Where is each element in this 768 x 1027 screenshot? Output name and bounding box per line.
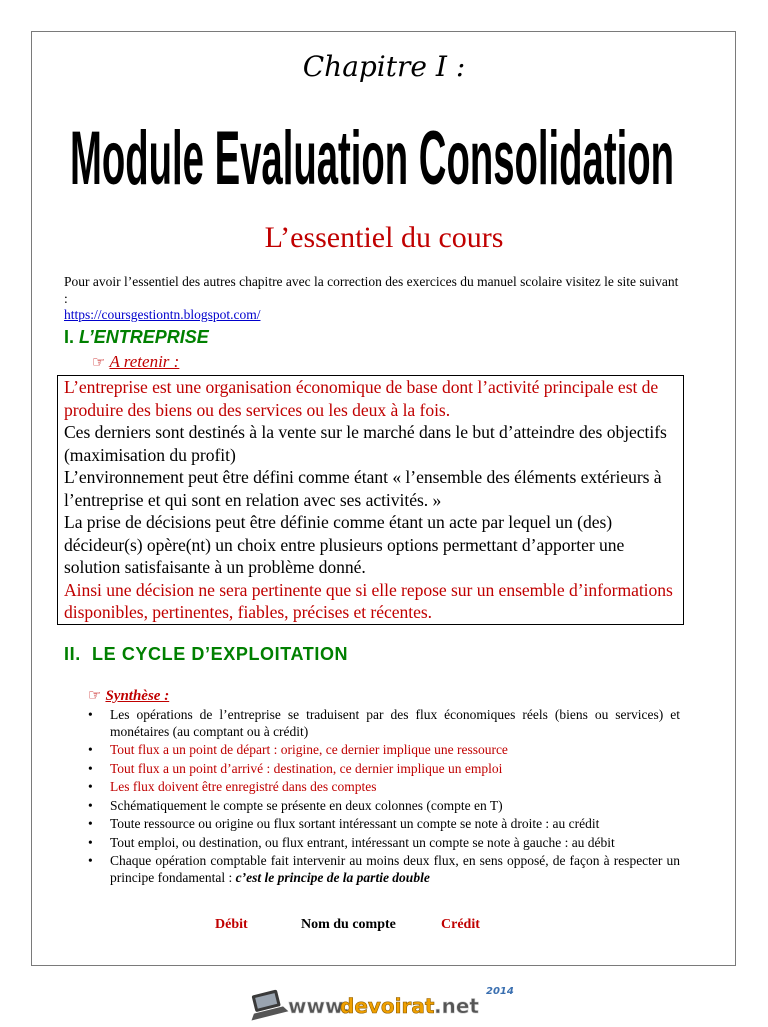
list-item: • Tout flux a un point de départ : origine, ce dernier implique une ressource	[88, 742, 680, 759]
list-item: • Tout flux a un point d’arrivé : destination, ce dernier implique un emploi	[88, 761, 680, 778]
definition-box	[57, 375, 684, 625]
watermark-suffix: .net	[434, 994, 479, 1018]
intro-text: Pour avoir l’essentiel des autres chapitre avec la correction des exercices du manuel scolaire visitez le site suivant :	[64, 274, 679, 306]
synthese-text: Synthèse :	[105, 688, 170, 704]
section-2-number: II.	[64, 644, 81, 664]
section-1-heading	[64, 327, 209, 348]
module-title	[62, 92, 682, 202]
chapter-title: Chapitre I :	[302, 50, 466, 83]
ledger-credit-label: Crédit	[441, 917, 480, 932]
course-summary-title: L’essentiel du cours	[264, 221, 504, 254]
module-title-art	[62, 92, 682, 202]
watermark-site: devoirat	[340, 994, 435, 1018]
ledger-account-label: Nom du compte	[301, 917, 396, 932]
section-1-number: I.	[64, 327, 75, 347]
partie-double-emphasis: c’est le principe de la partie double	[235, 869, 430, 885]
section-2-heading	[64, 644, 348, 665]
section-2-title: LE CYCLE D’EXPLOITATION	[92, 644, 349, 664]
intro-paragraph	[64, 274, 684, 324]
pointing-hand-icon: ☞	[92, 353, 106, 371]
blog-link[interactable]: https://coursgestiontn.blogspot.com/	[64, 307, 261, 322]
definition-paragraph: L’environnement peut être défini comme étant « l’ensemble des éléments extérieurs à l’entreprise et qui sont en relation avec ses activités. »	[64, 467, 662, 510]
section-1-title: L’ENTREPRISE	[79, 327, 209, 347]
definition-paragraph: L’entreprise est une organisation économique de base dont l’activité principale est de produire des biens ou des services ou les deux à la fois.	[64, 377, 659, 420]
definition-paragraph: Ces derniers sont destinés à la vente sur le marché dans le but d’atteindre des objectifs (maximisation du profit)	[64, 422, 667, 465]
watermark-logo	[248, 982, 538, 1022]
list-item	[88, 853, 680, 886]
list-item: • Schématiquement le compte se présente en deux colonnes (compte en T)	[88, 798, 680, 815]
definition-paragraph: La prise de décisions peut être définie comme étant un acte par lequel un (des) décideur(s) opère(nt) un choix entre plusieurs options permettant d’apporter une solution satisfaisante à un problème donné.	[64, 512, 625, 577]
list-item: • Les flux doivent être enregistré dans des comptes	[88, 779, 680, 796]
ledger-debit-label: Débit	[215, 917, 248, 932]
list-item-text: Chaque opération comptable fait intervenir au moins deux flux, en sens opposé, de façon à respecter un principe fondamental :	[110, 853, 680, 885]
retenir-text: A retenir :	[109, 352, 180, 371]
module-title-text: Module Evaluation Consolidation	[69, 115, 675, 201]
pointing-hand-icon: ☞	[88, 686, 102, 704]
list-item: • Les opérations de l’entreprise se traduisent par des flux économiques réels (biens ou services) et monétaires (au comptant ou à crédit)	[88, 707, 680, 740]
watermark-prefix: www.	[288, 994, 350, 1018]
watermark-art	[248, 982, 538, 1022]
laptop-icon	[248, 988, 288, 1020]
list-item: • Tout emploi, ou destination, ou flux entrant, intéressant un compte se note à gauche : au débit	[88, 835, 680, 852]
watermark-year: 2014	[486, 986, 514, 997]
synthese-label	[88, 686, 169, 705]
list-item: • Toute ressource ou origine ou flux sortant intéressant un compte se note à droite : au crédit	[88, 816, 680, 833]
retenir-label	[92, 352, 179, 372]
definition-paragraph: Ainsi une décision ne sera pertinente que si elle repose sur un ensemble d’informations disponibles, pertinentes, fiables, précises et récentes.	[64, 579, 673, 622]
synthese-list	[88, 707, 680, 888]
